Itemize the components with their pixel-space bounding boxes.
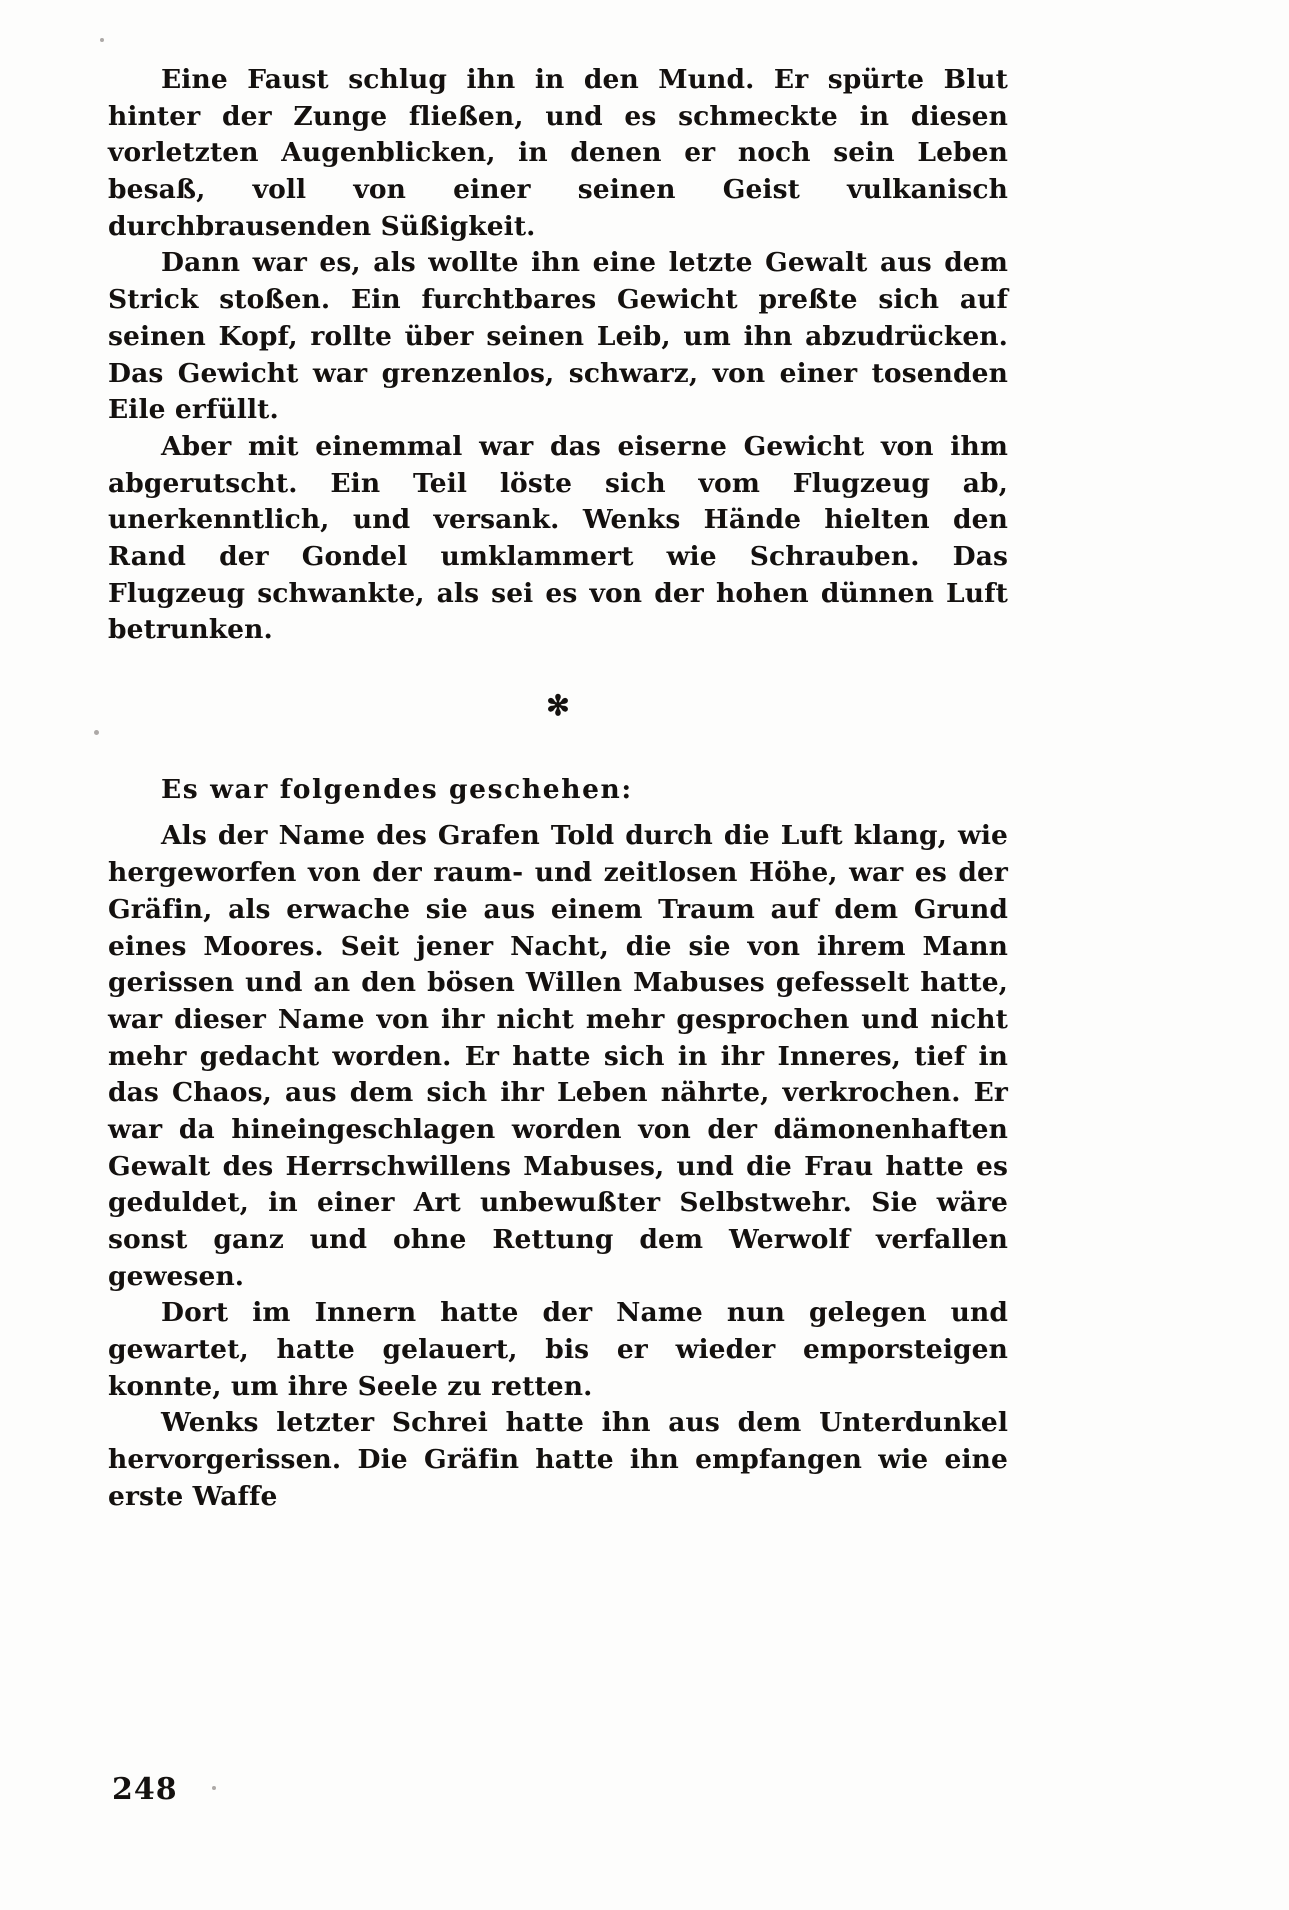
paragraph-1: Eine Faust schlug ihn in den Mund. Er spürte Blut hinter der Zunge fließen, und es schmeckte in diesen vorletzten Augenblicken, in denen er noch sein Leben besaß, voll von einer seinen Geist vulkanisch durchbrausenden Süßigkeit. [108,64,1008,242]
paper-speck [94,730,99,735]
section-heading: Es war folgendes geschehen: [161,773,633,805]
page-text-block [108,62,1008,1516]
page-number: 248 [112,1772,178,1807]
paragraph-4: Als der Name des Grafen Told durch die Luft klang, wie hergeworfen von der raum- und zeitlosen Höhe, war es der Gräfin, als erwache sie aus einem Traum auf dem Grund eines Moores. Seit jener Nacht, die sie von ihrem Mann gerissen und an den bösen Willen Mabuses gefesselt hatte, war dieser Name von ihr nicht mehr gesprochen und nicht mehr gedacht worden. Er hatte sich in ihr Inneres, tief in das Chaos, aus dem sich ihr Leben nährte, verkrochen. Er war da hineingeschlagen worden von der dämonenhaften Gewalt des Herrschwillens Mabuses, und die Frau hatte es geduldet, in einer Art unbewußter Selbstwehr. Sie wäre sonst ganz und ohne Rettung dem Werwolf verfallen gewesen. [108,820,1008,1292]
paragraph-3: Aber mit einemmal war das eiserne Gewicht von ihm abgerutscht. Ein Teil löste sich vom Flugzeug ab, unerkenntlich, und versank. Wenks Hände hielten den Rand der Gondel umklammert wie Schrauben. Das Flugzeug schwankte, als sei es von der hohen dünnen Luft betrunken. [108,430,1008,646]
paper-speck [212,1786,216,1790]
paragraph-2: Dann war es, als wollte ihn eine letzte Gewalt aus dem Strick stoßen. Ein furchtbares Gewicht preßte sich auf seinen Kopf, rollte über seinen Leib, um ihn abzudrücken. Das Gewicht war grenzenlos, schwarz, von einer tosenden Eile erfüllt. [108,247,1008,426]
paragraph-6: Wenks letzter Schrei hatte ihn aus dem Unterdunkel hervorgerissen. Die Gräfin hatte ihn empfangen wie eine erste Waffe [108,1407,1008,1512]
section-separator-asterisk: ✻ [546,689,570,722]
paragraph-5: Dort im Innern hatte der Name nun gelegen und gewartet, hatte gelauert, bis er wieder emporsteigen konnte, um ihre Seele zu retten. [108,1297,1008,1402]
paper-speck [100,38,104,42]
